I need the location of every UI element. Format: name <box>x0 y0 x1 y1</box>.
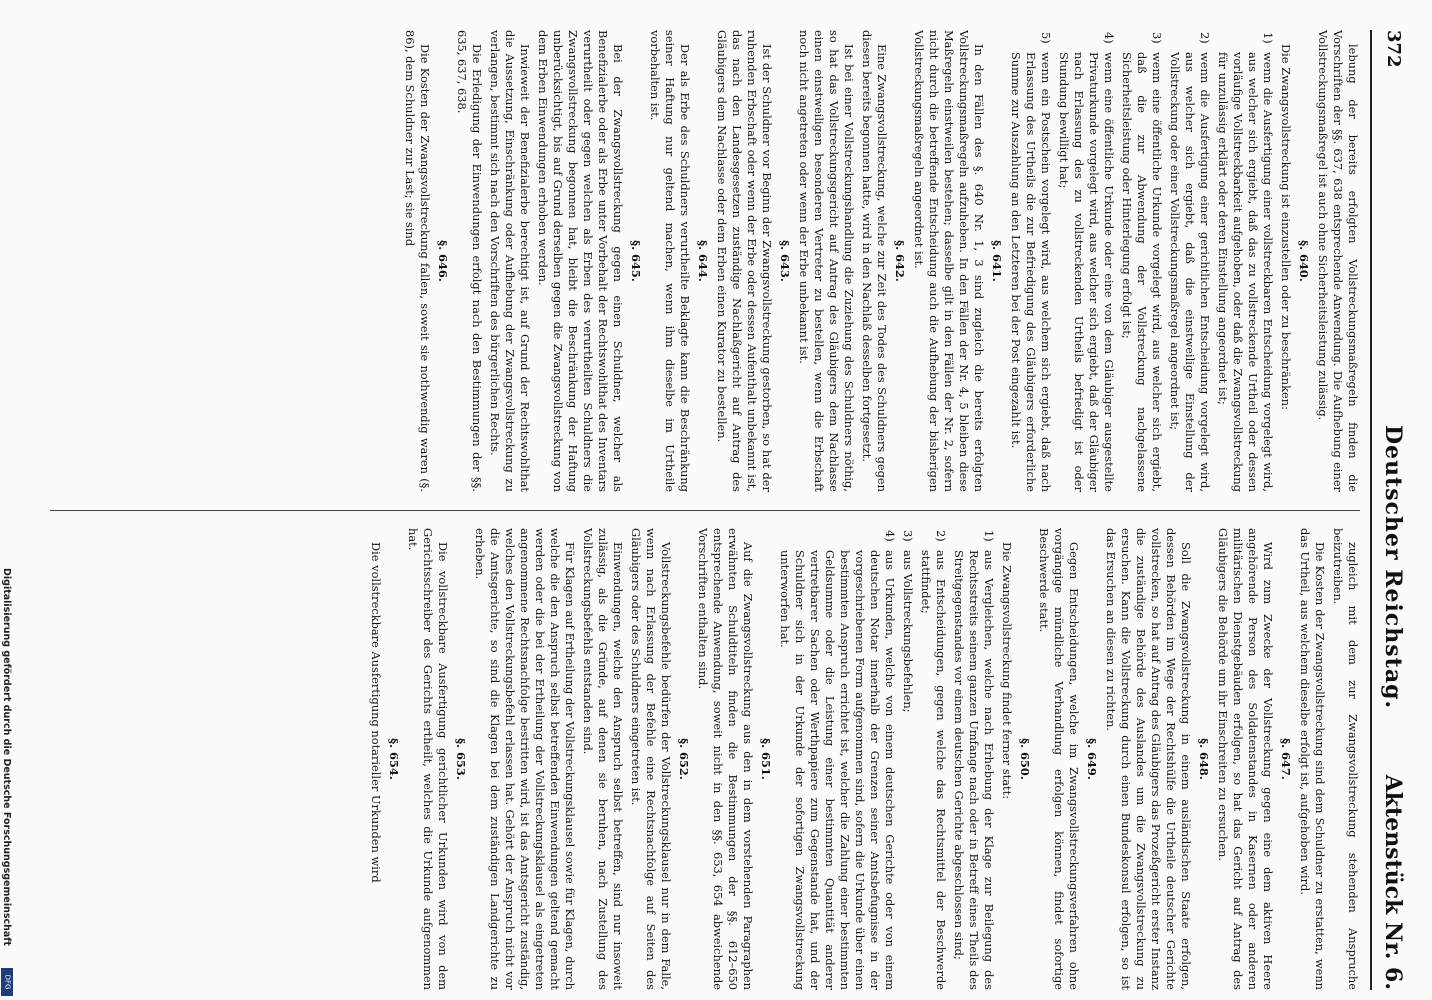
list-item <box>918 528 948 990</box>
page-title: Deutscher Reichstag. <box>1380 425 1406 710</box>
paragraph: zugleich mit dem zur Zwangsvollstreckung stehenden Anspruche beizutreiben. <box>1331 528 1360 990</box>
list-item-number: 1) <box>1261 32 1275 44</box>
list-item-text: aus Vergleichen, welche nach Erhebung der Klage zur Beilegung des Rechtsstreits seinem ganzen Umfange nach oder in Betreff eines Theils des Streitgegenstandes vor einem deutschen Gerichte abgeschlossen sind; <box>952 550 996 990</box>
list-item-text: wenn die Ausfertigung einer vollstreckbaren Entscheidung vorgelegt wird, aus welcher sich ergiebt, daß das zu vollstreckende Urtheil oder dessen vorläufige Vollstreckbarkeit aufgehoben, oder daß die Zwangsvollstreckung für unzulässig erklärt oder deren Einstellung angeordnet ist; <box>1216 52 1275 492</box>
section-heading: §. 643. <box>778 240 792 282</box>
paragraph: Eine Zwangsvollstreckung, welche zur Zeit des Todes des Schuldners gegen diesen bereits begonnen hatte, wird in den Nachlaß desselben fortgesetzt. <box>860 30 889 492</box>
column-divider <box>50 510 1360 511</box>
credit-text: Digitalisierung gefördert durch die Deutsche Forschungsgemeinschaft <box>1 568 12 946</box>
paragraph: Inwieweit der Benefizialerbe berechtigt ist, auf Grund der Rechtswohlthat die Aussetzung, Einschränkung oder Aufhebung der Zwangsvollstreckung zu verlangen, bestimmt sich nach den Vorschriften des bürgerlichen Rechts. <box>488 30 532 492</box>
page-header <box>1370 30 1412 990</box>
list-item <box>1167 30 1212 492</box>
section-heading: §. 641. <box>990 240 1004 282</box>
dfg-logo-text: DFG <box>3 974 11 990</box>
list-item-number: 1) <box>982 530 996 542</box>
list-item-number: 2) <box>934 530 948 542</box>
section-heading: §. 646. <box>436 240 450 282</box>
section-heading: §. 647. <box>1279 738 1293 780</box>
paragraph: Bei der Zwangsvollstreckung gegen einen Schuldner, welcher als Benefizialerbe oder als Erbe unter Vorbehalt der Rechtswohlthat des Inventars verurtheilt oder gegen welchen als Erben des verurtheilten Schuldners die Zwangsvollstreckung begonnen hat, bleibt die Beschränkung der Haftung unberücksichtigt, bis auf Grund derselben gegen die Zwangsvollstreckung von dem Erben Einwendungen erhoben werden. <box>536 30 625 492</box>
list-item <box>1008 30 1053 492</box>
section-heading: §. 653. <box>454 738 468 780</box>
section-heading: §. 644. <box>696 240 710 282</box>
paragraph: Vollstreckungsbefehle bedürfen der Vollstreckungsklausel nur in dem Falle, wenn nach Erlassung der Befehle eine Rechtsnachfolge auf Seiten des Gläubigers oder des Schuldners eingetreten ist. <box>629 528 673 990</box>
paragraph: In den Fällen des §. 640 Nr. 1, 3 sind zugleich die bereits erfolgten Vollstreckungsmaßregeln aufzuheben. In den Fällen der Nr. 4, 5 bleiben diese Maßregeln einstweilen bestehen; dasselbe gilt in den Fällen der Nr. 2, sofern nicht durch die betreffende Entscheidung auch die Aufhebung der bisherigen Vollstreckungsmaßregeln angeordnet ist. <box>912 30 986 492</box>
right-column <box>40 528 1360 990</box>
paragraph: Der als Erbe des Schuldners verurtheilte Beklagte kann die Beschränkung seiner Haftung nur geltend machen, wenn ihm dieselbe im Urtheile vorbehalten ist. <box>648 30 692 492</box>
section-heading: §. 648. <box>1197 738 1211 780</box>
paragraph: Die Zwangsvollstreckung findet ferner statt: <box>1000 542 1014 800</box>
section-heading: §. 649. <box>1085 738 1099 780</box>
rotated-content <box>32 30 1412 990</box>
paragraph: Ist bei einer Vollstreckungshandlung die Zuziehung des Schuldners nöthig, so hat das Vollstreckungsgericht auf Antrag des Gläubigers dem Nachlasse einen einstweiligen besonderen Vertreter zu bestellen, wenn die Erbschaft noch nicht angetreten oder wenn der Erbe unbekannt ist. <box>797 30 856 492</box>
paragraph: Für Klagen auf Ertheilung der Vollstreckungsklausel sowie für Klagen, durch welche die den Anspruch selbst betreffenden Einwendungen geltend gemacht werden oder die bei der Ertheilung der Vollstreckungsklausel als eingetreten angenommene Rechtsnachfolge bestritten wird, ist das Amtsgericht zuständig, welches den Vollstreckungsbefehl erlassen hat. Gehört der Anspruch nicht vor die Amtsgerichte, so sind die Klagen bei dem zuständigen Landgerichte zu erheben. <box>473 528 577 990</box>
left-column <box>40 30 1360 492</box>
list-item-number: 4) <box>1102 32 1116 44</box>
list-item-text: aus Entscheidungen, gegen welche das Rechtsmittel der Beschwerde stattfindet; <box>919 550 948 990</box>
list-item-text: aus Vollstreckungsbefehlen; <box>901 550 915 713</box>
list-item <box>777 528 897 990</box>
list-item <box>1119 30 1164 492</box>
section-heading: §. 645. <box>629 240 643 282</box>
paragraph: Einwendungen, welche den Anspruch selbst betreffen, sind nur insoweit zulässig, als die Gründe, auf denen sie beruhen, nach Zustellung des Vollstreckungsbefehls entstanden sind. <box>581 528 625 990</box>
paragraph: Die vollstreckbare Ausfertigung notarieller Urkunden wird <box>369 542 383 883</box>
list-item-number: 4) <box>883 530 897 542</box>
list-item-number: 3) <box>901 530 915 542</box>
list-item-text: wenn die Ausfertigung einer gerichtlichen Entscheidung vorgelegt wird, aus welcher sich ergiebt, daß die einstweilige Einstellung der Vollstreckung oder einer Vollstreckungsmaßregel angeordnet ist; <box>1168 52 1212 492</box>
list-item <box>951 528 996 990</box>
list-item <box>900 528 915 990</box>
paragraph: Die Kosten der Zwangsvollstreckung sind dem Schuldner zu erstatten, wenn das Urtheil, aus welchem dieselbe erfolgt ist, aufgehoben wird. <box>1298 528 1327 990</box>
section-heading: §. 654. <box>387 738 401 780</box>
section-heading: §. 642. <box>893 240 907 282</box>
section-heading: §. 652. <box>677 738 691 780</box>
list-item-text: aus Urkunden, welche von einem deutschen Gerichte oder von einem deutschen Notar innerhalb der Grenzen seiner Amtsbefugnisse in der vorgeschriebenen Form aufgenommen sind, sofern die Urkunde über einen bestimmten Anspruch errichtet ist, welcher die Zahlung einer bestimmten Geldsumme oder die Leistung einer bestimmten Quantität anderer vertretbarer Sachen oder Werthpapiere zum Gegenstande hat, und der Schuldner sich in der Urkunde der sofortigen Zwangsvollstreckung unterworfen hat. <box>778 550 897 990</box>
list-item-number: 3) <box>1150 32 1164 44</box>
list-item-number: 2) <box>1198 32 1212 44</box>
list-item-number: 5) <box>1039 32 1053 44</box>
section-heading: §. 651. <box>759 738 773 780</box>
list-item <box>1056 30 1116 492</box>
list-item-text: wenn eine öffentliche Urkunde oder eine von dem Gläubiger ausgestellte Privaturkunde vorgelegt wird, aus welcher sich ergiebt, daß der Gläubiger nach Erlassung des zu vollstreckenden Urtheils befriedigt ist oder Stundung bewilligt hat; <box>1057 52 1116 492</box>
list-item <box>1215 30 1275 492</box>
dfg-logo <box>1 968 13 996</box>
digitization-credit <box>0 568 14 1000</box>
paragraph: Die Zwangsvollstreckung ist einzustellen oder zu beschränken: <box>1279 44 1293 410</box>
paragraph: Auf die Zwangsvollstreckung aus den in dem vorstehenden Paragraphen erwähnten Schuldtiteln finden die Bestimmungen der §§. 612–650 entsprechende Anwendung, soweit nicht in den §§. 653, 654 abweichende Vorschriften enthalten sind. <box>696 528 755 990</box>
paragraph: Gegen Entscheidungen, welche im Zwangsvollstreckungsverfahren ohne vorgängige mündliche Verhandlung erfolgen können, findet sofortige Beschwerde statt. <box>1037 528 1081 990</box>
annex-label: Aktenstück Nr. 6. <box>1380 774 1406 990</box>
paragraph: lebung der bereits erfolgten Vollstreckungsmaßregeln finden die Vorschriften der §§. 637, 638 entsprechende Anwendung. Die Aufhebung einer Vollstreckungsmaßregel ist auch ohne Sicherheitsleistung zulässig. <box>1316 30 1360 492</box>
paragraph: Die Erledigung der Einwendungen erfolgt nach den Bestimmungen der §§. 635, 637, 638. <box>455 30 484 492</box>
paragraph: Die vollstreckbare Ausfertigung gerichtlicher Urkunden wird von dem Gerichtsschreiber des Gerichts ertheilt, welches die Urkunde aufgenommen hat. <box>406 528 450 990</box>
paragraph: Soll die Zwangsvollstreckung in einem ausländischen Staate erfolgen, dessen Behörden im Wege der Rechtshülfe die Urtheile deutscher Gerichte vollstrecken, so hat auf Antrag des Gläubigers das Prozeßgericht erster Instanz die zuständige Behörde des Auslandes um die Zwangsvollstreckung zu ersuchen. Kann die Vollstreckung durch einen Bundeskonsul erfolgen, so ist das Ersuchen an diesen zu richten. <box>1104 528 1193 990</box>
paragraph: Ist der Schuldner vor Beginn der Zwangsvollstreckung gestorben, so hat der ruhenden Erbschaft oder wenn der Erbe oder dessen Aufenthalt unbekannt ist, das nach den Landesgesetzen zuständige Nachlaßgericht auf Antrag des Gläubigers dem Nachlasse oder dem Erben einen Kurator zu bestellen. <box>715 30 774 492</box>
list-item-text: wenn eine öffentliche Urkunde vorgelegt wird, aus welcher sich ergiebt, daß die zur Abwendung der Vollstreckung nachgelassene Sicherheitsleistung oder Hinterlegung erfolgt ist; <box>1120 52 1164 492</box>
section-heading: §. 640. <box>1297 240 1311 282</box>
page-number: 372 <box>1383 30 1404 68</box>
paragraph: Die Kosten der Zwangsvollstreckung fallen, soweit sie nothwendig waren (§. 86), dem Schuldner zur Last; sie sind <box>403 30 432 492</box>
section-heading: §. 650. <box>1018 738 1032 780</box>
paragraph: Wird zum Zwecke der Vollstreckung gegen eine dem aktiven Heere angehörende Person des Soldatenstandes in Kasernen oder anderen militärischen Dienstgebäuden erfolgen, so hat das Gericht auf Antrag des Gläubigers die Behörde um ihr Einschreiten zu ersuchen. <box>1216 528 1275 990</box>
list-item-text: wenn ein Postschein vorgelegt wird, aus welchem sich ergiebt, daß nach Erlassung des Urtheils die zur Befriedigung des Gläubigers erforderliche Summe zur Auszahlung an den Letzteren bei der Post eingezahlt ist. <box>1009 52 1053 492</box>
